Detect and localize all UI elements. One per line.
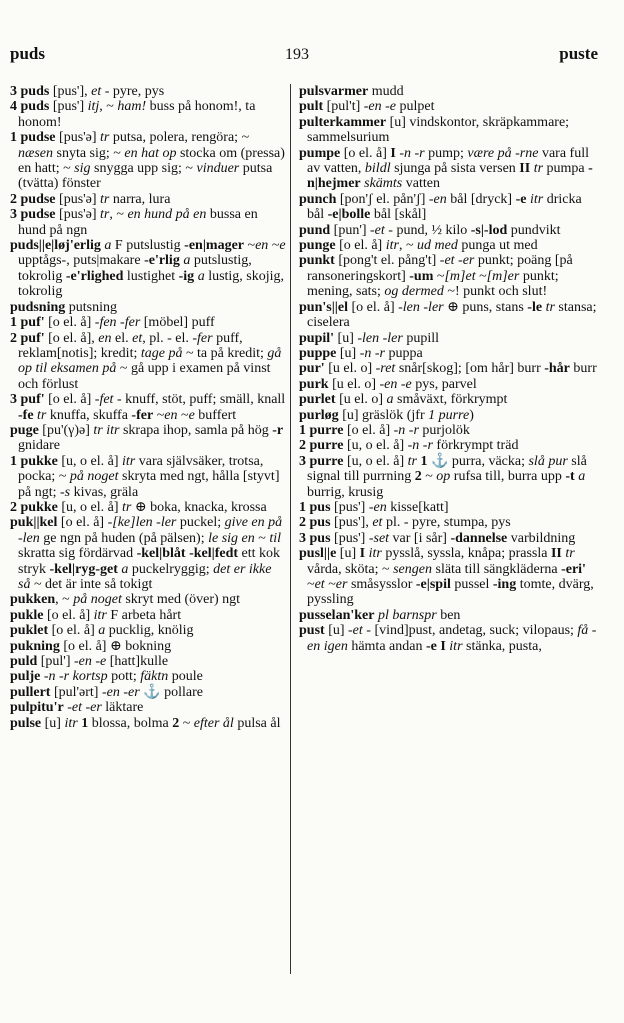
dictionary-entry: pulse [u] itr 1 blossa, bolma 2 ~ efter ål pulsa ål	[10, 715, 281, 731]
dictionary-entry: 3 pus [pus'] -set var [i sår] -dannelse varbildning	[299, 530, 576, 546]
dictionary-entry: puds||e|løj'erlig a F putslustig -en|mager ~en ~e upptågs-, puts|makare -e'rlig a putslustig, tokrolig -e'rlighed lustighet -ig a lustig, skojig, tokrolig	[10, 238, 286, 300]
dictionary-entry: pulpitu'r -et -er läktare	[10, 700, 144, 716]
dictionary-entry: pulje -n -r kortsp pott; fäktn poule	[10, 669, 203, 685]
dictionary-entry: pudsning putsning	[10, 299, 118, 315]
dictionary-entry: pun's||el [o el. å] -len -ler ⊕ puns, stans -le tr stansa; ciselera	[299, 299, 597, 331]
dictionary-entry: pund [pun'] -et - pund, ½ kilo -s|-lod pundvikt	[299, 222, 561, 238]
left-column	[10, 84, 286, 731]
dictionary-entry: pur' [u el. o] -ret snår[skog]; [om hår] burr -hår burr	[299, 361, 597, 377]
dictionary-entry: purlet [u el. o] a småväxt, förkrympt	[299, 392, 508, 408]
dictionary-entry: 2 puf' [o el. å], en el. et, pl. - el. -fer puff, reklam[notis]; kredit; tage på ~ ta på kredit; gå op til eksamen på ~ gå upp i examen på vinst och förlust	[10, 330, 282, 392]
dictionary-entry: pulsvarmer mudd	[299, 84, 404, 99]
dictionary-entry: punch [pon'ʃ el. pån'ʃ] -en bål [dryck] -e itr dricka bål -e|bolle bål [skål]	[299, 191, 582, 223]
dictionary-entry: pusl||e [u] I itr pysslå, syssla, knåpa; prassla II tr vårda, sköta; ~ sengen släta till sängkläderna -eri' ~et ~er småsysslor -e|spil pussel -ing tomte, dvärg, pyssling	[299, 546, 594, 608]
dictionary-entry: purk [u el. o] -en -e pys, parvel	[299, 376, 477, 392]
dictionary-entry: 1 purre [o el. å] -n -r purjolök	[299, 422, 470, 438]
dictionary-entry: puld [pul'] -en -e [hatt]kulle	[10, 654, 169, 670]
dictionary-entry: puppe [u] -n -r puppa	[299, 345, 423, 361]
dictionary-entry: 3 puds [pus'], et - pyre, pys	[10, 84, 165, 99]
dictionary-entry: pukning [o el. å] ⊕ bokning	[10, 638, 172, 654]
dictionary-entry: 3 pudse [pus'ə] tr, ~ en hund på en bussa en hund på ngn	[10, 207, 258, 238]
dictionary-entry: puk||kel [o el. å] -[ke]len -ler puckel; give en på -len ge ngn på huden (på pälsen); le sig en ~ til skratta sig fördärvad -kel|blåt -kel|fedt ett kok stryk -kel|ryg-get a puckelryggig; det er ikke så ~ det är inte så tokigt	[10, 515, 283, 592]
dictionary-entry: pulterkammer [u] vindskontor, skräpkammare; sammelsurium	[299, 114, 570, 146]
dictionary-entry: purløg [u] gräslök (jfr 1 purre)	[299, 407, 474, 423]
dictionary-entry: pusselan'ker pl barnspr ben	[299, 607, 461, 623]
dictionary-entry: pupil' [u] -len -ler pupill	[299, 330, 440, 346]
dictionary-entry: pult [pul't] -en -e pulpet	[299, 99, 435, 115]
column-divider	[290, 84, 291, 974]
right-guide-word: puste	[559, 44, 598, 63]
page-number: 193	[285, 46, 309, 63]
left-guide-word: puds	[10, 44, 45, 63]
dictionary-entry: 3 puf' [o el. å] -fet - knuff, stöt, puff; smäll, knall -fe tr knuffa, skuffa -fer ~en ~e buffert	[10, 392, 286, 423]
dictionary-entry: 2 pudse [pus'ə] tr narra, lura	[10, 191, 171, 207]
dictionary-entry: 2 pus [pus'], et pl. - pyre, stumpa, pys	[299, 515, 511, 531]
dictionary-entry: 1 pus [pus'] -en kisse[katt]	[299, 499, 449, 515]
dictionary-entry: 4 puds [pus'] itj, ~ ham! buss på honom!, ta honom!	[10, 99, 256, 130]
dictionary-entry: 1 pudse [pus'ə] tr putsa, polera, rengöra; ~ næsen snyta sig; ~ en hat op stocka om (pressa) en hatt; ~ sig snygga upp sig; ~ vinduer putsa (tvätta) fönster	[10, 130, 285, 192]
dictionary-entry: pukken, ~ på noget skryt med (över) ngt	[10, 592, 241, 608]
right-column	[299, 84, 599, 654]
dictionary-entry: pullert [pul'ərt] -en -er ⚓ pollare	[10, 684, 203, 700]
dictionary-entry: 2 pukke [u, o el. å] tr ⊕ boka, knacka, krossa	[10, 499, 267, 515]
dictionary-entry: 2 purre [u, o el. å] -n -r förkrympt träd	[299, 438, 519, 454]
dictionary-entry: puklet [o el. å] a pucklig, knölig	[10, 623, 194, 639]
dictionary-entry: pust [u] -et - [vind]pust, andetag, suck; vilopaus; få -en igen hämta andan -e I itr stänka, pusta,	[299, 623, 597, 654]
dictionary-entry: 1 puf' [o el. å] -fen -fer [möbel] puff	[10, 315, 215, 331]
dictionary-entry: 1 pukke [u, o el. å] itr vara självsäker, trotsa, pocka; ~ på noget skryta med ngt, hålla [styvt] på ngt; -s kivas, gräla	[10, 453, 280, 500]
page-header	[0, 44, 624, 68]
dictionary-entry: puge [pu'(γ)ə] tr itr skrapa ihop, samla på hög -r gnidare	[10, 422, 284, 454]
dictionary-entry: pumpe [o el. å] I -n -r pump; være på -rne vara full av vatten, bildl sjunga på sista versen II tr pumpa -n|hejmer skämts vatten	[299, 145, 593, 192]
dictionary-entry: 3 purre [u, o el. å] tr 1 ⚓ purra, väcka; slå pur slå signal till purrning 2 ~ op rufsa till, burra upp -t a burrig, krusig	[299, 453, 587, 500]
dictionary-entry: pukle [o el. å] itr F arbeta hårt	[10, 607, 182, 623]
dictionary-entry: punge [o el. å] itr, ~ ud med punga ut med	[299, 238, 538, 254]
dictionary-entry: punkt [pong't el. pång't] -et -er punkt; poäng [på ransoneringskort] -um ~[m]et ~[m]er punkt; mening, sats; og dermed ~! punkt och slut!	[299, 253, 573, 300]
